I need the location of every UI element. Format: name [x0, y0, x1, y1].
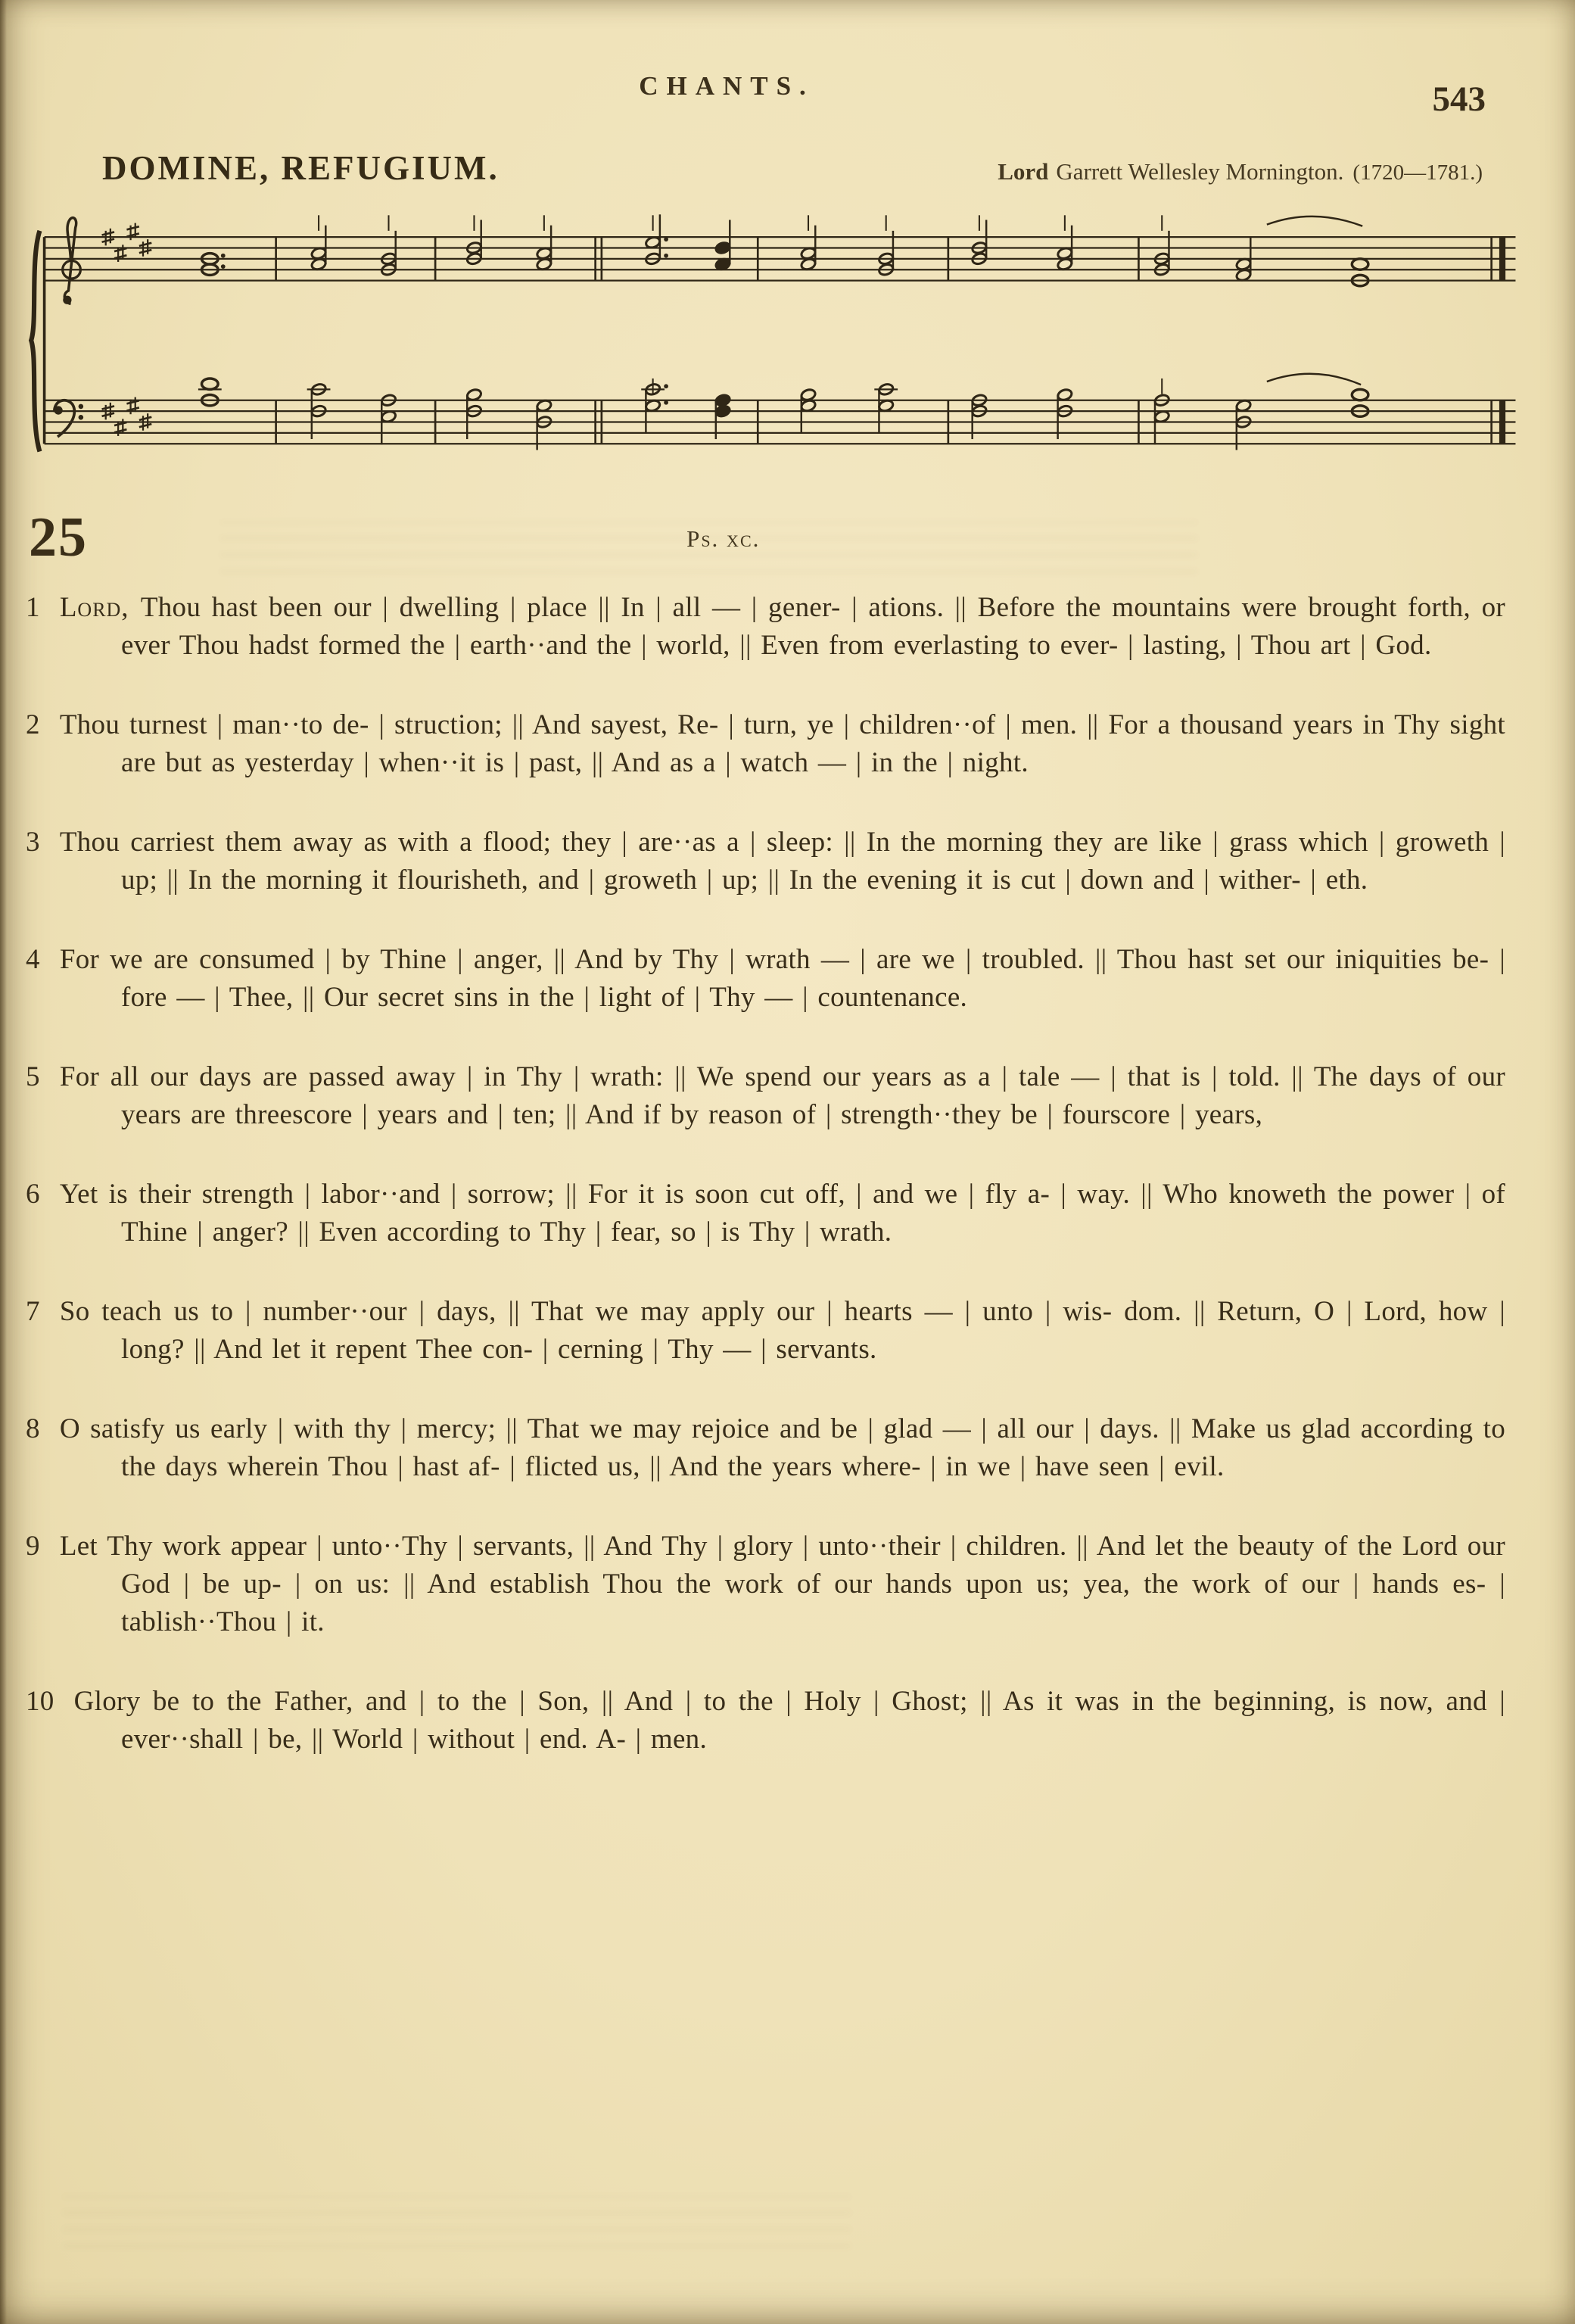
verse-number: 7: [26, 1296, 40, 1327]
psalm-verse-6: [26, 1176, 1505, 1251]
psalm-verses: [26, 589, 1505, 1800]
verse-number: 3: [26, 827, 40, 858]
verse-text: O satisfy us early | with thy | mercy; || That we may rejoice and be | glad — | all our | days. || Make us glad according to the days wherein Thou | hast af- | flicted us, || And the years where- | in we | have seen | evil.: [59, 1413, 1505, 1482]
composer-dates: (1720—1781.): [1352, 160, 1483, 185]
composer-name: Garrett Wellesley Mornington.: [1056, 158, 1344, 185]
psalm-verse-5: [26, 1058, 1505, 1134]
verse-number: 1: [26, 592, 40, 623]
verse-number: 9: [26, 1531, 40, 1562]
verse-text: Thou hast been our | dwelling | place || In | all — | gener- | ations. || Before the mountains were brought forth, or ever Thou hadst formed the | earth··and the | world, || Even from everlasting to ever- | lasting, | Thou art | God.: [121, 592, 1505, 661]
page-bleedthrough: [63, 2195, 851, 2248]
verse-text: Thou carriest them away as with a flood; they | are··as a | sleep: || In the morning they are like | grass which | groweth | up; || In the morning it flourisheth, and | groweth | up; || In the evening it is cut | down and | wither- | eth.: [59, 827, 1505, 896]
composer-attribution: [998, 158, 1483, 185]
running-header: CHANTS.: [639, 71, 814, 101]
verse-text: Yet is their strength | labor··and | sorrow; || For it is soon cut off, | and we | fly a- | way. || Who knoweth the power | of Thine | anger? || Even according to Thy | fear, so | is Thy | wrath.: [59, 1179, 1505, 1248]
verse-number: 4: [26, 944, 40, 975]
psalm-verse-9: [26, 1528, 1505, 1641]
psalm-verse-8: [26, 1410, 1505, 1486]
verse-text: For we are consumed | by Thine | anger, || And by Thy | wrath — | are we | troubled. || Thou hast set our iniquities be- | fore — | Thee, || Our secret sins in the | light of | Thy — | countenance.: [59, 944, 1505, 1013]
psalm-verse-7: [26, 1293, 1505, 1369]
verse-number: 2: [26, 709, 40, 740]
page-number: 543: [1432, 79, 1486, 119]
psalm-verse-4: [26, 941, 1505, 1017]
verse-number: 8: [26, 1413, 40, 1444]
title-row: [102, 148, 1483, 188]
verse-number: 6: [26, 1179, 40, 1210]
psalm-reference: Ps. xc.: [686, 525, 761, 552]
verse-text: For all our days are passed away | in Thy | wrath: || We spend our years as a | tale — | that is | told. || The days of our years are threescore | years and | ten; || And if by reason of | strength··they be | fourscore | years,: [59, 1061, 1505, 1130]
chant-number-row: [29, 506, 1507, 574]
verse-text: Thou turnest | man··to de- | struction; || And sayest, Re- | turn, ye | children··of | men. || For a thousand years in Thy sight are but as yesterday | when··it is | past, || And as a | watch — | in the | night.: [59, 709, 1505, 778]
chant-number: 25: [29, 506, 88, 569]
psalm-verse-2: [26, 706, 1505, 782]
music-notation: [27, 206, 1531, 524]
chant-score: [27, 206, 1531, 524]
verse-number: 5: [26, 1061, 40, 1092]
chant-title: DOMINE, REFUGIUM.: [102, 149, 500, 187]
verse-leadword: Lord,: [59, 592, 141, 623]
verse-text: Let Thy work appear | unto··Thy | servants, || And Thy | glory | unto··their | children. || And let the beauty of the Lord our God | be up- | on us: || And establish Thou the work of our hands upon us; yea, the work of our | hands es- | tablish··Thou | it.: [59, 1531, 1505, 1637]
psalm-verse-3: [26, 824, 1505, 899]
verse-number: 10: [26, 1686, 54, 1717]
composer-honorific: Lord: [998, 158, 1049, 185]
psalm-verse-10: [26, 1683, 1505, 1759]
psalm-verse-1: [26, 589, 1505, 665]
verse-text: Glory be to the Father, and | to the | Son, || And | to the | Holy | Ghost; || As it was in the beginning, is now, and | ever··shall | be, || World | without | end. A- | men.: [73, 1686, 1505, 1755]
verse-text: So teach us to | number··our | days, || That we may apply our | hearts — | unto | wis- dom. || Return, O | Lord, how | long? || And let it repent Thee con- | cerning | Thy — | servants.: [59, 1296, 1505, 1365]
